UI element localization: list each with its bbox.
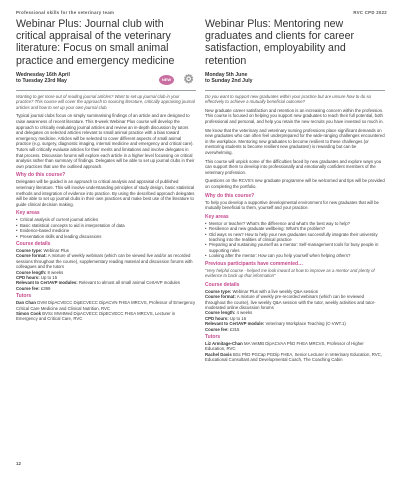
header-brand: RVC CPD 2022: [353, 10, 387, 15]
detail-row: Relevant to CertAVP modules: Relevant to almost all small animal CertAVP modules: [16, 280, 180, 286]
tutors-heading: Tutors: [16, 293, 32, 300]
tutor-entry: Simon Cook BVSc MVetMed DipACVECC DipECVECC FHEA MRCVS, Lecturer in Emergency and Critical Care, RVC: [16, 311, 176, 322]
why-text: To help you develop a supportive developmental environment for new graduates that will be mutually beneficial to them, yourself and your practice.: [205, 199, 379, 211]
detail-row: Relevant to CertAVP module: Veterinary Workplace Teaching (C-VWT.1): [205, 321, 346, 327]
gear-icon: ⚙: [183, 71, 194, 86]
detail-row: CPD hours: Up to 16: [205, 315, 247, 321]
key-areas-list: [16, 217, 196, 239]
key-area-item: • Evidence-based medicine: [16, 228, 196, 233]
participant-quote: "Very helpful course - helped me look inward at how to improve as a mentor and plenty of evidence to back up that information": [205, 267, 375, 279]
description: Questions on the RCVS's new graduate programme will be welcomed and tips will be provided on completing the portfolio.: [205, 178, 385, 189]
tutor-entry: Dan Chan DVM DipACVECC DipECVECC DipACVN FHEA MRCVS, Professor of Emergency Critical Care Medicine and Clinical Nutrition, RVC: [16, 300, 196, 311]
divider: [16, 90, 196, 91]
details-heading: Course details: [16, 240, 51, 247]
key-area-item: • Resilience and new graduate wellbeing: What's the problem?: [205, 226, 385, 231]
why-heading: Why do this course?: [205, 192, 255, 199]
tutor-entry: Rachel Davis BSc PhD PGCap PGDip FHEA, Senior Lecturer in Veterinary Education, RVC, Educational Consultant and Developmental Coach, The Coaching Cabin: [205, 351, 382, 363]
course-title: Webinar Plus: Journal club with critical appraisal of the veterinary literature: Focus on small animal practice and emergency medicine: [16, 18, 175, 67]
details-heading: Course details: [205, 281, 240, 288]
key-area-item: • Critical analysis of current journal articles: [16, 217, 196, 222]
course-left: [16, 18, 196, 322]
header-title: Professional skills for the veterinary team: [16, 10, 115, 15]
key-area-item: • Old ways vs new? How to help your new graduates successfully integrate their university teaching into the realities of clinical practice: [205, 232, 385, 243]
detail-row: Course length: 4 weeks: [205, 310, 253, 316]
detail-row: Course format: A mixture of weekly webinars (which can be viewed live and/or as recorded sessions throughout the course), supplementary reading material and discussion forums with colleagues and the tutors: [16, 253, 193, 270]
detail-row: Course fee: £399: [16, 285, 51, 291]
detail-row: Course type: Webinar Plus with a live weekly Q&A session: [205, 288, 319, 294]
key-areas-list: [205, 221, 385, 259]
description: Typical journal clubs focus on simply summarising findings of an article and are designed to raise awareness of recent literature. This 8-week Webinar Plus course will develop the approach to critically evaluating journal articles and review an in-depth discussion by tutors and delegates on selected articles relevant to small animal practice with a bias toward emergency medicine. Articles will be selected to cover different aspects of small animal practice (e.g. surgery, diagnostic imaging, internal medicine and emergency and critical care). Tutors will critically evaluate articles for their merits and limitations and involve delegates in that process. Discussion forums will explore each article in a higher level focussing on critical analysis rather than summary of findings. Delegates will be able to set up journal clubs in their own practices that use the outlined approach.: [16, 113, 195, 169]
course-title: Webinar Plus: Mentoring new graduates and clients for career satisfaction, employability and retention: [205, 18, 354, 67]
course-dates: [205, 72, 385, 85]
key-areas-heading: Key areas: [16, 210, 40, 217]
why-text: Delegates will be guided in an approach to critical analysis and appraisal of published veterinary literature. This will involve understanding principles of study design, basic statistical methods and integration of evidence into practice. By using the described approach delegates will be able to set up journal clubs in their own practices and make best use of the literature to guide clinical decision making.: [16, 179, 195, 207]
divider: [205, 90, 385, 91]
description: New graduate career satisfaction and retention is an increasing concern within the profession. This course is focused on helping you support new graduates to reach their full potential, both professional and personal, and help you retain the new recruits you have invested so much in.: [205, 107, 384, 124]
date-start: Wednesday 16th April: [16, 71, 70, 78]
key-area-item: • Basic statistical concepts to aid in interpretation of data: [16, 223, 196, 228]
date-end: to Sunday 2nd July: [205, 78, 253, 85]
tutors-heading: Tutors: [205, 334, 221, 340]
description: We know that the veterinary and veterinary nursing professions place significant demands on new graduates who can often feel underprepared for the wide-ranging challenges encountered in the workplace. Mentoring new graduates to become resilient to these challenges (or mentoring students to become resilient new graduates!) is rewarding but can be overwhelming.: [205, 127, 385, 155]
intro-text: Do you want to support new graduates within your practice but are unsure how to do so effectively to achieve a mutually beneficial outcome?: [205, 93, 372, 105]
why-heading: Why do this course?: [16, 172, 66, 179]
previous-participants-heading: Previous participants have commented…: [205, 260, 304, 267]
key-area-item: • Preparing and sustaining yourself as a mentor: Self-management tools for busy people in supporting roles: [205, 242, 385, 253]
page-number: 12: [16, 461, 22, 466]
intro-text: Wanting to get more out of reading journal articles? Want to set up journal club in your practice? This course will cover the approach to sourcing literature, critically appraising journal articles and how to set up your own journal club.: [16, 93, 195, 110]
tutor-entry: Liz Armitage-Chan MA VetMB DipACVAA PhD FHEA MRCVS, Professor of Higher Education, RVC: [205, 341, 364, 352]
course-right: [205, 18, 385, 363]
course-dates: [16, 72, 196, 85]
new-badge: NEW: [159, 75, 174, 85]
key-areas-heading: Key areas: [205, 213, 229, 220]
date-start: Monday 5th June: [205, 71, 248, 78]
detail-row: CPD hours: Up to 15: [16, 274, 58, 280]
key-area-item: • Presentation skills and leading discussions: [16, 234, 196, 239]
detail-row: Course fee: £315: [205, 326, 240, 332]
key-area-item: • Looking after the mentor: How can you help yourself when helping others?: [205, 253, 385, 258]
description: This course will unpick some of the difficulties faced by new graduates and explore ways you can support them to develop into professionally and emotionally confident members of the veterinary profession.: [205, 158, 382, 175]
key-area-item: • Mentor or teacher? What's the difference and what's the best way to help?: [205, 221, 385, 226]
detail-row: Course length: 8 weeks: [16, 269, 64, 275]
date-end: to Tuesday 23rd May: [16, 78, 67, 85]
detail-row: Course type: Webinar Plus: [16, 247, 69, 253]
detail-row: Course format: A mixture of weekly pre-recorded webinars (which can be reviewed throughout the course), live weekly Q&A session with the tutor, weekly activities and tutor-moderated online discussion forums: [205, 294, 376, 310]
